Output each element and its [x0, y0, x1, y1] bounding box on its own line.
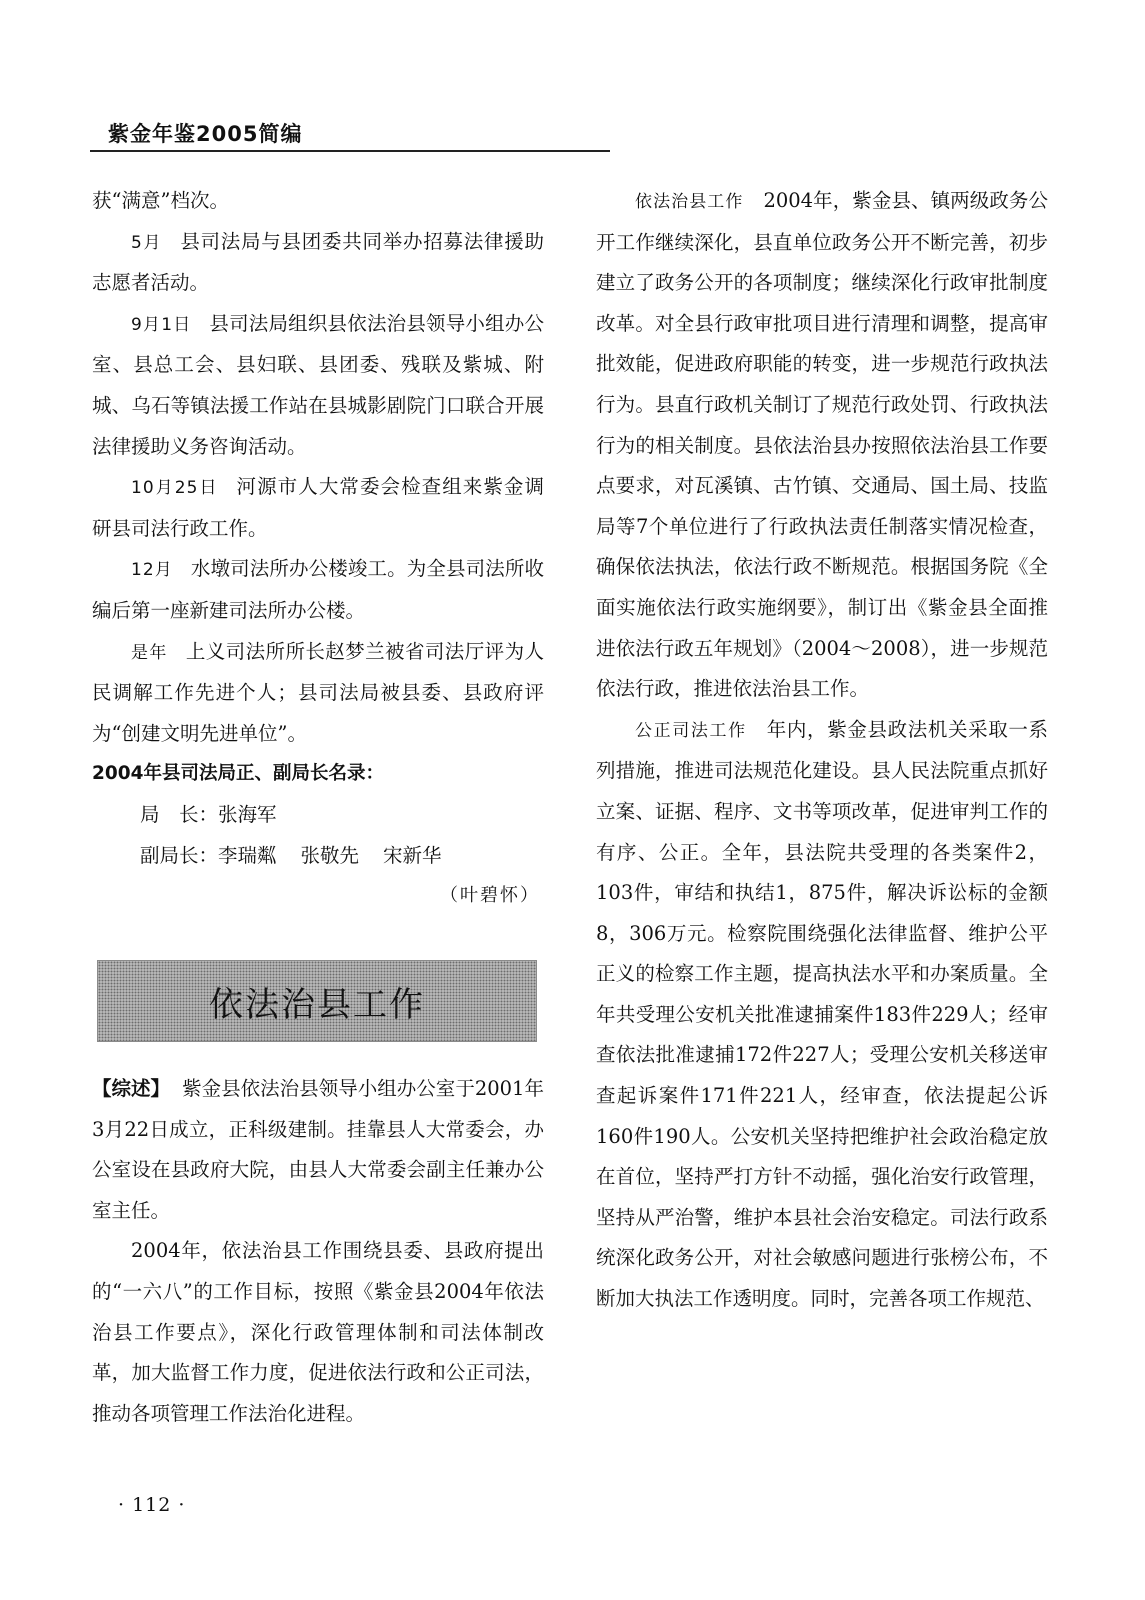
running-header: 紫金年鉴2005简编	[108, 122, 303, 146]
work-paragraph: 2004年，依法治县工作围绕县委、县政府提出的“一六八”的工作目标，按照《紫金县2004年依法治县工作要点》，深化行政管理体制和司法体制改革，加大监督工作力度，促进依法行政和公正司法，推动各项管理工作法治化进程。	[92, 1239, 544, 1425]
event-text: 县司法局组织县依法治县领导小组办公室、县总工会、县妇联、县团委、残联及紫城、附城、乌石等镇法援工作站在县城影剧院门口联合开展法律援助义务咨询活动。	[92, 311, 544, 458]
event-sep-1	[92, 304, 544, 467]
event-date: 是年	[131, 642, 168, 663]
event-may	[92, 222, 544, 304]
event-date: 9月1日	[131, 314, 192, 335]
event-date: 5月	[131, 232, 163, 253]
subsection-text: 年内，紫金县政法机关采取一系列措施，推进司法规范化建设。县人民法院重点抓好立案、证据、程序、文书等项改革，促进审判工作的有序、公正。全年，县法院共受理的各类案件2，103件，审结和执结1，875件，解决诉讼标的金额8，306万元。检察院围绕强化法律监督、维护公平正义的检察工作主题，提高执法水平和办案质量。全年共受理公安机关批准逮捕案件183件229人；经审查依法批准逮捕172件227人；受理公安机关移送审查起诉案件171件221人，经审查，依法提起公诉160件190人。公安机关坚持把维护社会政治稳定放在首位，坚持严打方针不动摇，强化治安行政管理，坚持从严治警，维护本县社会治安稳定。司法行政系统深化政务公开，对社会敏感问题进行张榜公布，不断加大执法工作透明度。同时，完善各项工作规范、	[596, 717, 1048, 1311]
event-oct-25	[92, 467, 544, 549]
roster-chief: 局 长：张海军	[140, 802, 277, 826]
left-column-top	[92, 181, 544, 917]
right-column	[596, 181, 1048, 1320]
subsection-label: 依法治县工作	[635, 192, 744, 212]
section-banner	[97, 960, 537, 1042]
event-text: 上义司法所所长赵梦兰被省司法厅评为人民调解工作先进个人；县司法局被县委、县政府评为“创建文明先进单位”。	[92, 639, 544, 745]
page-number: · 112 ·	[118, 1494, 186, 1516]
roster-deputies	[92, 836, 544, 877]
deputy-2: 张敬先	[300, 843, 360, 867]
summary-paragraph	[92, 1069, 544, 1231]
event-text: 河源市人大常委会检查组来紫金调研县司法行政工作。	[92, 475, 544, 540]
deputy-3: 宋新华	[383, 843, 442, 867]
section-banner-title: 依法治县工作	[209, 984, 425, 1025]
event-date: 12月	[131, 560, 173, 581]
subsection-text: 2004年，紫金县、镇两级政务公开工作继续深化，县直单位政务公开不断完善，初步建立了政务公开的各项制度；继续深化行政审批制度改革。对全县行政审批项目进行清理和调整，提高审批效能，促进政府职能的转变，进一步规范行政执法行为。县直行政机关制订了规范行政处罚、行政执法行为的相关制度。县依法治县办按照依法治县工作要点要求，对瓦溪镇、古竹镇、交通局、国土局、技监局等7个单位进行了行政执法责任制落实情况检查，确保依法执法，依法行政不断规范。根据国务院《全面实施依法行政实施纲要》，制订出《紫金县全面推进依法行政五年规划》（2004～2008），进一步规范依法行政，推进依法治县工作。	[596, 189, 1048, 701]
summary-text: 紫金县依法治县领导小组办公室于2001年3月22日成立，正科级建制。挂靠县人大常委会，办公室设在县政府大院，由县人大常委会副主任兼办公室主任。	[92, 1077, 544, 1222]
roster-title: 2004年县司法局正、副局长名录：	[92, 763, 384, 785]
event-text: 水墩司法所办公楼竣工。为全县司法所收编后第一座新建司法所办公楼。	[92, 557, 544, 622]
header-rule	[90, 150, 610, 152]
event-year	[92, 632, 544, 755]
event-text: 县司法局与县团委共同举办招募法律援助志愿者活动。	[92, 229, 544, 295]
section-justice	[596, 710, 1048, 1320]
event-date: 10月25日	[131, 478, 219, 499]
deputy-1: 副局长：李瑞粼	[140, 843, 277, 867]
event-dec	[92, 549, 544, 631]
subsection-label: 公正司法工作	[635, 720, 747, 741]
section-rule-of-law	[596, 181, 1048, 710]
summary-tag: 【综述】	[92, 1077, 171, 1100]
left-column-bottom	[92, 1069, 544, 1434]
continued-paragraph: 获“满意”档次。	[92, 189, 229, 212]
author-credit: （叶碧怀）	[440, 885, 540, 907]
